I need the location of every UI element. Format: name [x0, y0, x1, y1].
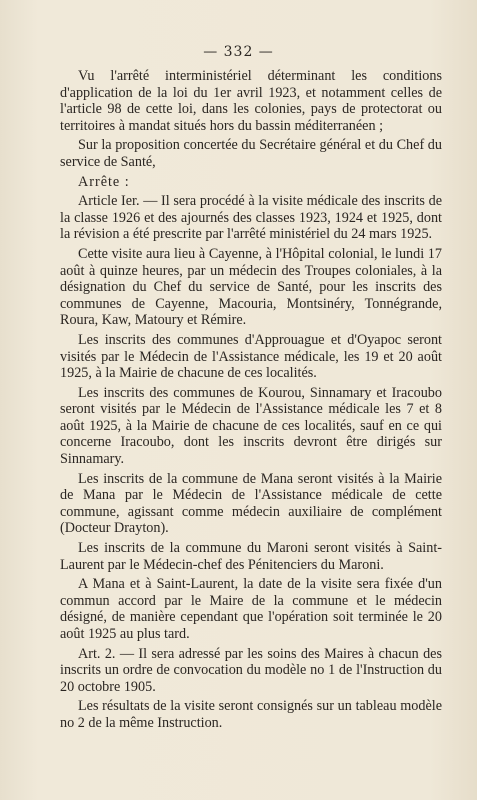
paragraph-kourou: Les inscrits des communes de Kourou, Sinnamary et Iracoubo seront visités par le Médecin de l'Assistance médicale les 7 et 8 août 1925, à la Mairie de chacune de ces localités, sauf en ce qui concerne Iracoubo, dont les inscrits devront être dirigés sur Sinnamary. — [60, 384, 442, 468]
paragraph-arrete: Arrête : — [78, 173, 130, 190]
paragraph-approuague: Les inscrits des communes d'Approuague et d'Oyapoc seront visités par le Médecin de l'Assistance médicale, les 19 et 20 août 1925, à la Mairie de chacune de ces localités. — [60, 331, 442, 382]
document-body — [60, 68, 442, 735]
paragraph-resultats: Les résultats de la visite seront consignés sur un tableau modèle no 2 de la même Instruction. — [60, 698, 442, 731]
paragraph-proposition: Sur la proposition concertée du Secrétaire général et du Chef du service de Santé, — [60, 137, 442, 170]
page-number: — 332 — — [203, 44, 274, 60]
paragraph-mana: Les inscrits de la commune de Mana seront visités à la Mairie de Mana par le Médecin de l'Assistance médicale de cette commune, agissant comme médecin auxiliaire de complément (Docteur Drayton). — [60, 470, 442, 537]
paragraph-article-1: Article Ier. — Il sera procédé à la visite médicale des inscrits de la classe 1926 et des ajournés des classes 1923, 1924 et 1925, dont la révision a été prescrite par l'arrêté ministériel du 24 mars 1925. — [60, 193, 442, 243]
paragraph-date-fixee: A Mana et à Saint-Laurent, la date de la visite sera fixée d'un commun accord par le Maire de la commune et le médecin désigné, de manière cependant que l'opération soit terminée le 20 août 1925 au plus tard. — [60, 576, 442, 642]
paragraph-maroni: Les inscrits de la commune du Maroni seront visités à Saint-Laurent par le Médecin-chef des Pénitenciers du Maroni. — [60, 540, 442, 573]
paragraph-cayenne: Cette visite aura lieu à Cayenne, à l'Hôpital colonial, le lundi 17 août à quinze heures, par un médecin des Troupes coloniales, à la désignation du Chef du service de Santé, pour les inscrits des communes de Cayenne, Macouria, Montsinéry, Tonnégrande, Roura, Kaw, Matoury et Rémire. — [60, 245, 442, 329]
paragraph-vu: Vu l'arrêté interministériel déterminant les conditions d'application de la loi du 1er avril 1923, et notamment celles de l'article 98 de cette loi, dans les colonies, pays de protectorat ou territoires à mandat situés hors du bassin méditerranéen ; — [60, 68, 442, 134]
paragraph-article-2: Art. 2. — Il sera adressé par les soins des Maires à chacun des inscrits un ordre de convocation du modèle no 1 de l'Instruction du 20 octobre 1905. — [60, 645, 442, 695]
